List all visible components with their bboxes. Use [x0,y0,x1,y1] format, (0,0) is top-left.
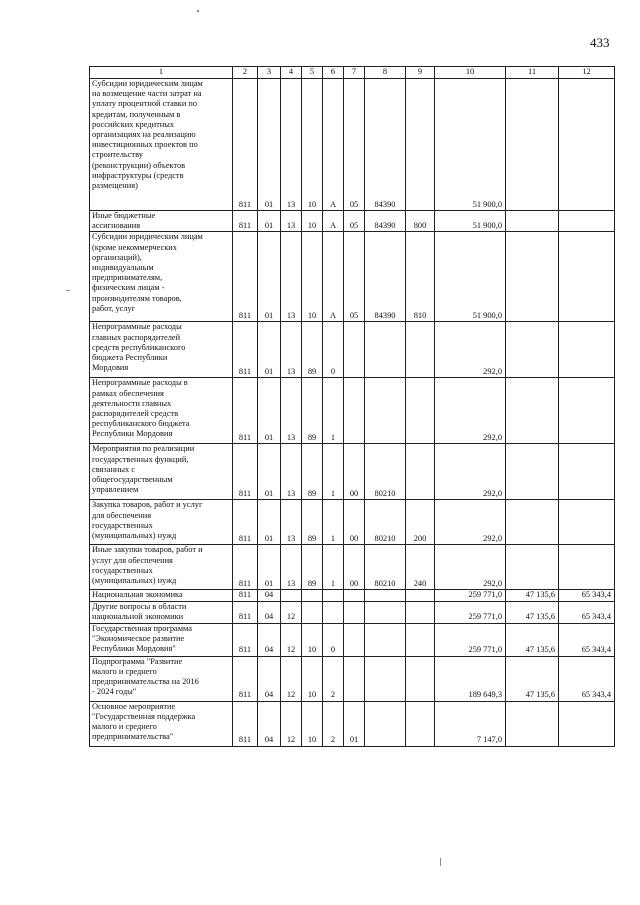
code-cell: 04 [258,623,281,656]
code-cell: 13 [281,79,302,211]
row-name-cell: Государственная программа "Экономическое развитие Республики Мордовия" [90,623,233,656]
code-cell: 13 [281,378,302,444]
code-cell: 05 [344,79,365,211]
code-cell [281,590,302,601]
row-name-cell: Подпрограмма "Развитие малого и среднего предпринимательства на 2016 - 2024 годы" [90,656,233,701]
code-cell [344,623,365,656]
table-row [90,701,615,746]
code-cell: 80210 [365,444,406,500]
amount-cell: 292,0 [435,500,506,545]
row-name-cell: Непрограммные расходы главных распорядителей средств республиканского бюджета Республики Мордовия [90,322,233,378]
code-cell [344,601,365,623]
code-cell [406,701,435,746]
amount-cell [506,211,559,232]
column-header-6: 6 [323,67,344,79]
code-cell [406,79,435,211]
amount-cell [506,545,559,590]
code-cell: 04 [258,656,281,701]
amount-cell [559,232,615,322]
amount-cell [506,232,559,322]
column-header-5: 5 [302,67,323,79]
code-cell: 80210 [365,545,406,590]
amount-cell [506,500,559,545]
code-cell: 10 [302,623,323,656]
code-cell: 811 [233,601,258,623]
code-cell: 89 [302,444,323,500]
row-name-cell: Субсидии юридическим лицам на возмещение части затрат на уплату процентной ставки по кредитам, полученным в российских кредитных организациях на реализацию инвестиционных проектов по строительству (реконструкции) объектов инфраструктуры (средств размещения) [90,79,233,211]
amount-cell: 292,0 [435,378,506,444]
code-cell: 10 [302,232,323,322]
code-cell: 13 [281,211,302,232]
code-cell: 05 [344,232,365,322]
code-cell: 89 [302,545,323,590]
code-cell [365,701,406,746]
amount-cell: 259 771,0 [435,601,506,623]
table-row [90,500,615,545]
code-cell: 811 [233,500,258,545]
code-cell [323,590,344,601]
code-cell: 04 [258,590,281,601]
code-cell: 89 [302,500,323,545]
column-header-3: 3 [258,67,281,79]
row-name-cell: Закупка товаров, работ и услуг для обеспечения государственных (муниципальных) нужд [90,500,233,545]
table-row [90,623,615,656]
code-cell [323,601,344,623]
code-cell: А [323,79,344,211]
code-cell: 811 [233,590,258,601]
code-cell: 13 [281,500,302,545]
code-cell: 84390 [365,211,406,232]
code-cell [406,656,435,701]
row-name-cell: Иные бюджетные ассигнования [90,211,233,232]
code-cell [365,623,406,656]
amount-cell: 51 900,0 [435,211,506,232]
amount-cell: 259 771,0 [435,623,506,656]
code-cell: 80210 [365,500,406,545]
amount-cell: 65 343,4 [559,623,615,656]
row-name-cell: Иные закупки товаров, работ и услуг для обеспечения государственных (муниципальных) нужд [90,545,233,590]
code-cell [406,378,435,444]
code-cell: 1 [323,545,344,590]
amount-cell: 259 771,0 [435,590,506,601]
code-cell [344,656,365,701]
code-cell [344,322,365,378]
code-cell [365,656,406,701]
code-cell: А [323,211,344,232]
amount-cell [559,444,615,500]
code-cell [302,590,323,601]
code-cell: 2 [323,701,344,746]
code-cell: 10 [302,211,323,232]
table-row [90,590,615,601]
code-cell: 89 [302,322,323,378]
row-name-cell: Национальная экономика [90,590,233,601]
amount-cell: 65 343,4 [559,601,615,623]
table-body [90,79,615,747]
column-header-11: 11 [506,67,559,79]
code-cell: 2 [323,656,344,701]
code-cell: 04 [258,601,281,623]
column-header-4: 4 [281,67,302,79]
amount-cell: 51 900,0 [435,232,506,322]
amount-cell [506,322,559,378]
code-cell [406,623,435,656]
code-cell: 1 [323,378,344,444]
code-cell: 811 [233,79,258,211]
code-cell: 01 [258,444,281,500]
code-cell [344,590,365,601]
code-cell: 811 [233,232,258,322]
row-name-cell: Мероприятия по реализации государственных функций, связанных с общегосударственным управлением [90,444,233,500]
column-header-8: 8 [365,67,406,79]
code-cell: 811 [233,545,258,590]
code-cell: 10 [302,656,323,701]
code-cell: 12 [281,701,302,746]
code-cell [365,590,406,601]
code-cell: 00 [344,444,365,500]
code-cell [365,601,406,623]
scan-speck [66,290,70,291]
code-cell: 0 [323,322,344,378]
code-cell: 00 [344,500,365,545]
amount-cell [506,378,559,444]
column-header-7: 7 [344,67,365,79]
table-row [90,211,615,232]
table-row [90,322,615,378]
code-cell: 13 [281,444,302,500]
table-row [90,601,615,623]
row-name-cell: Непрограммные расходы в рамках обеспечения деятельности главных распорядителей средств республиканского бюджета Республики Мордовия [90,378,233,444]
budget-table [89,66,615,747]
amount-cell [559,322,615,378]
amount-cell: 65 343,4 [559,656,615,701]
code-cell: 01 [258,378,281,444]
code-cell: 811 [233,322,258,378]
amount-cell: 47 135,6 [506,656,559,701]
amount-cell: 189 649,3 [435,656,506,701]
code-cell: 1 [323,444,344,500]
code-cell: 01 [258,232,281,322]
code-cell: 200 [406,500,435,545]
code-cell: 05 [344,211,365,232]
amount-cell [559,701,615,746]
table-row [90,378,615,444]
amount-cell: 47 135,6 [506,623,559,656]
code-cell: 12 [281,656,302,701]
amount-cell [559,545,615,590]
code-cell: 12 [281,601,302,623]
code-cell: 01 [258,79,281,211]
code-cell: 811 [233,378,258,444]
scan-speck [440,858,441,866]
header-row [90,67,615,79]
amount-cell [559,500,615,545]
column-header-10: 10 [435,67,506,79]
table-row [90,232,615,322]
code-cell: 811 [233,656,258,701]
code-cell: 811 [233,701,258,746]
row-name-cell: Другие вопросы в области национальной экономики [90,601,233,623]
code-cell [302,601,323,623]
code-cell: 01 [258,545,281,590]
code-cell: 01 [258,322,281,378]
amount-cell: 292,0 [435,322,506,378]
code-cell [406,590,435,601]
amount-cell [559,378,615,444]
table-row [90,79,615,211]
code-cell: 10 [302,79,323,211]
code-cell [365,322,406,378]
amount-cell: 51 900,0 [435,79,506,211]
amount-cell [506,444,559,500]
scan-speck [197,10,199,12]
code-cell: 0 [323,623,344,656]
table-row [90,444,615,500]
code-cell: 01 [258,500,281,545]
amount-cell [559,79,615,211]
amount-cell [506,701,559,746]
column-header-9: 9 [406,67,435,79]
code-cell: 13 [281,322,302,378]
amount-cell: 47 135,6 [506,601,559,623]
code-cell: 00 [344,545,365,590]
code-cell: А [323,232,344,322]
amount-cell: 65 343,4 [559,590,615,601]
row-name-cell: Основное мероприятие "Государственная поддержка малого и среднего предпринимательства" [90,701,233,746]
code-cell: 811 [233,444,258,500]
amount-cell [506,79,559,211]
code-cell: 84390 [365,79,406,211]
amount-cell: 47 135,6 [506,590,559,601]
code-cell: 12 [281,623,302,656]
code-cell [406,322,435,378]
column-header-2: 2 [233,67,258,79]
code-cell: 89 [302,378,323,444]
amount-cell: 7 147,0 [435,701,506,746]
code-cell: 04 [258,701,281,746]
code-cell: 01 [258,211,281,232]
table-row [90,656,615,701]
row-name-cell: Субсидии юридическим лицам (кроме некоммерческих организаций), индивидуальным предпринимателям, физическим лицам - производителям товаров, работ, услуг [90,232,233,322]
column-header-1: 1 [90,67,233,79]
code-cell: 84390 [365,232,406,322]
code-cell: 811 [233,623,258,656]
amount-cell: 292,0 [435,444,506,500]
amount-cell: 292,0 [435,545,506,590]
code-cell: 810 [406,232,435,322]
code-cell [365,378,406,444]
code-cell: 13 [281,545,302,590]
column-header-12: 12 [559,67,615,79]
code-cell: 811 [233,211,258,232]
code-cell: 800 [406,211,435,232]
code-cell [406,601,435,623]
code-cell: 10 [302,701,323,746]
code-cell: 13 [281,232,302,322]
code-cell: 01 [344,701,365,746]
code-cell [344,378,365,444]
amount-cell [559,211,615,232]
code-cell: 240 [406,545,435,590]
code-cell: 1 [323,500,344,545]
code-cell [406,444,435,500]
page-number: 433 [590,35,610,50]
table-row [90,545,615,590]
